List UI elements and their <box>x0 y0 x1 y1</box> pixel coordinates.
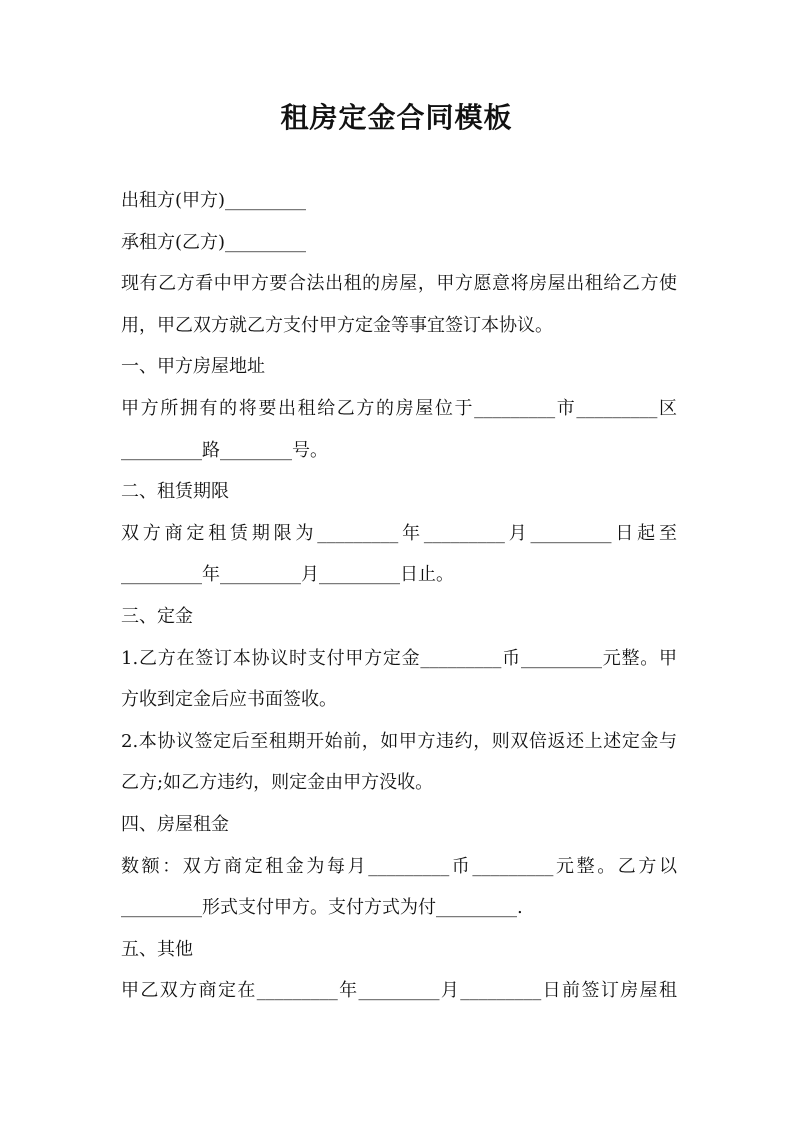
intro-paragraph-line-2: 用，甲乙双方就乙方支付甲方定金等事宜签订本协议。 <box>121 314 553 336</box>
address-paragraph-line-2: _________路________号。 <box>121 439 328 461</box>
section-heading-other: 五、其他 <box>121 938 193 960</box>
section-heading-term: 二、租赁期限 <box>121 481 229 503</box>
section-heading-address: 一、甲方房屋地址 <box>121 356 265 378</box>
document-title: 租房定金合同模板 <box>280 101 513 134</box>
rent-paragraph-line-2: _________形式支付甲方。支付方式为付_________. <box>121 897 523 919</box>
deposit-clause-1-line-2: 方收到定金后应书面签收。 <box>121 689 337 711</box>
lessee-line: 承租方(乙方)_________ <box>121 231 307 253</box>
term-paragraph-line-2: _________年_________月_________日止。 <box>121 564 454 586</box>
deposit-clause-1-line-1: 1.乙方在签订本协议时支付甲方定金_________币_________元整。甲 <box>121 647 677 669</box>
section-heading-rent: 四、房屋租金 <box>121 813 229 835</box>
other-paragraph-line-1: 甲乙双方商定在_________年_________月_________日前签订房屋租 <box>121 980 677 1002</box>
intro-paragraph-line-1: 现有乙方看中甲方要合法出租的房屋，甲方愿意将房屋出租给乙方使 <box>121 273 677 295</box>
address-paragraph-line-1: 甲方所拥有的将要出租给乙方的房屋位于_________市_________区 <box>121 397 677 419</box>
lessor-line: 出租方(甲方)_________ <box>121 190 307 211</box>
rent-paragraph-line-1: 数额：双方商定租金为每月_________币_________元整。乙方以 <box>121 855 677 877</box>
section-heading-deposit: 三、定金 <box>121 605 193 627</box>
deposit-clause-2-line-1: 2.本协议签定后至租期开始前，如甲方违约，则双倍返还上述定金与 <box>121 730 677 752</box>
document-body <box>121 180 677 1012</box>
deposit-clause-2-line-2: 乙方;如乙方违约，则定金由甲方没收。 <box>121 772 434 794</box>
term-paragraph-line-1: 双方商定租赁期限为_________年_________月_________日起至 <box>121 522 677 544</box>
